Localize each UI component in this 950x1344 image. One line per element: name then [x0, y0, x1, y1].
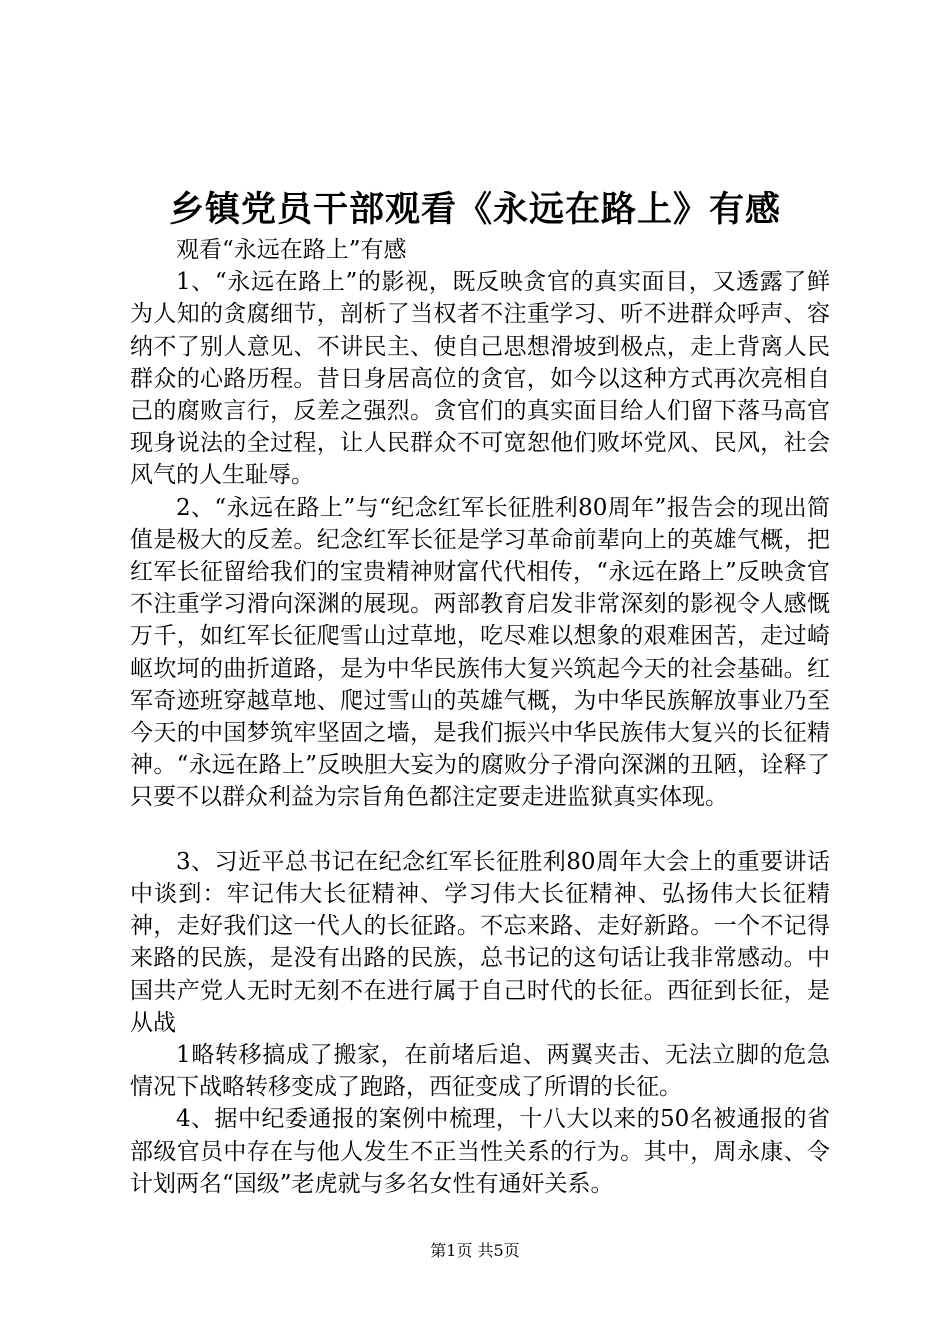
paragraph-2: 2、“永远在路上”与“纪念红军长征胜利80周年”报告会的现出简值是极大的反差。纪念红军长征是学习革命前辈向上的英雄气概，把红军长征留给我们的宝贵精神财富代代相传，“永远在路上”反映贪官不注重学习滑向深渊的展现。两部教育启发非常深刻的影视令人感慨万千，如红军长征爬雪山过草地，吃尽难以想象的艰难困苦，走过崎岖坎坷的曲折道路，是为中华民族伟大复兴筑起今天的社会基础。红军奇迹班穿越草地、爬过雪山的英雄气概，为中华民族解放事业乃至今天的中国梦筑牢坚固之墙，是我们振兴中华民族伟大复兴的长征精神。“永远在路上”反映胆大妄为的腐败分子滑向深渊的丑陋，诠释了只要不以群众利益为宗旨角色都注定要走进监狱真实体现。 — [130, 494, 830, 811]
page-number: 第1页 共5页 — [430, 1241, 520, 1260]
document-body — [130, 234, 830, 1200]
blank-line — [130, 814, 830, 846]
paragraph-3-continued: 1略转移搞成了搬家，在前堵后追、两翼夹击、无法立脚的危急情况下战略转移变成了跑路，西征变成了所谓的长征。 — [130, 1042, 830, 1101]
subtitle: 观看“永远在路上”有感 — [176, 237, 407, 263]
paragraph-3: 3、习近平总书记在纪念红军长征胜利80周年大会上的重要讲话中谈到：牢记伟大长征精神、学习伟大长征精神、弘扬伟大长征精神，走好我们这一代人的长征路。不忘来路、走好新路。一个不记得来路的民族，是没有出路的民族，总书记的这句话让我非常感动。中国共产党人无时无刻不在进行属于自己时代的长征。西征到长征，是从战 — [130, 848, 830, 1036]
paragraph-1: 1、“永远在路上”的影视，既反映贪官的真实面目，又透露了鲜为人知的贪腐细节，剖析了当权者不注重学习、听不进群众呼声、容纳不了别人意见、不讲民主、使自己思想滑坡到极点，走上背离人民群众的心路历程。昔日身居高位的贪官，如今以这种方式再次亮相自己的腐败言行，反差之强烈。贪官们的真实面目给人们留下落马高官现身说法的全过程，让人民群众不可宽恕他们败坏党风、民风，社会风气的人生耻辱。 — [130, 269, 830, 489]
paragraph-4: 4、据中纪委通报的案例中梳理，十八大以来的50名被通报的省部级官员中存在与他人发生不正当性关系的行为。其中，周永康、令计划两名“国级”老虎就与多名女性有通奸关系。 — [130, 1106, 830, 1197]
document-title: 乡镇党员干部观看《永远在路上》有感 — [168, 189, 781, 230]
